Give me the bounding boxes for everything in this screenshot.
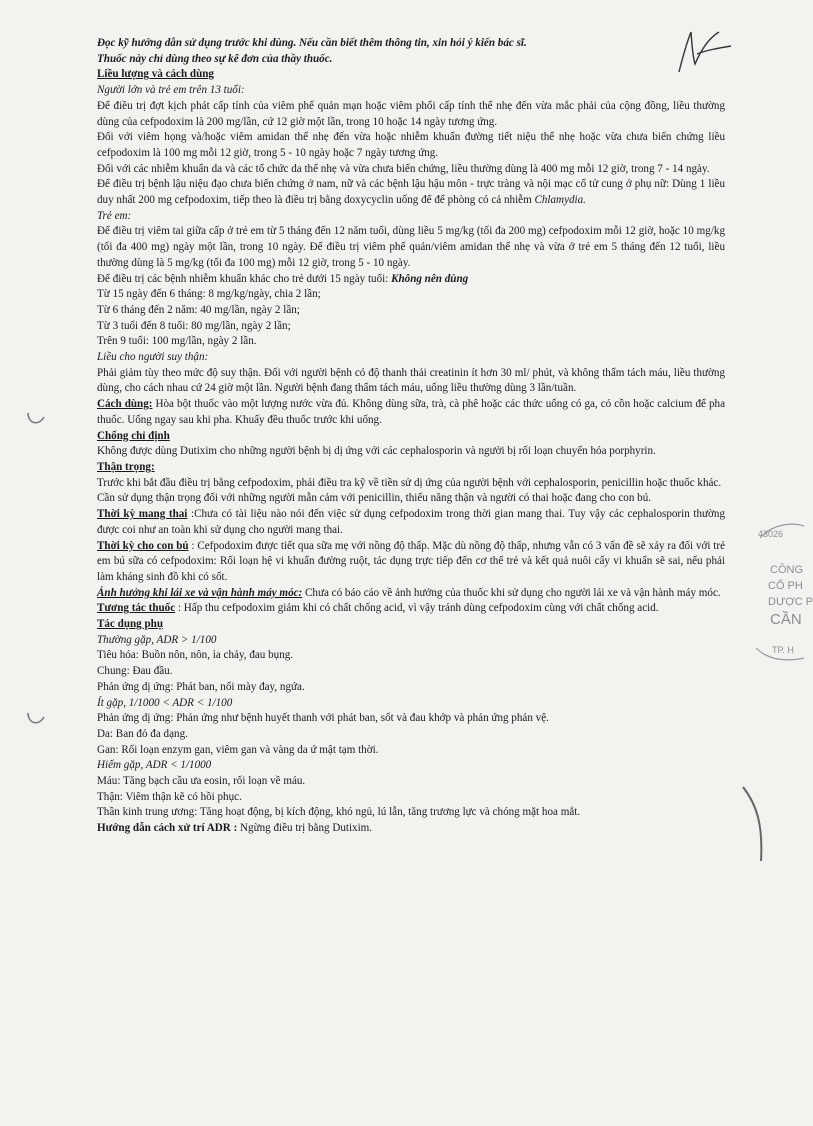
subheading-renal: Liều cho người suy thận: <box>97 351 209 364</box>
list-item: Tiêu hóa: Buồn nôn, nôn, ỉa chảy, đau bụng. <box>97 649 294 662</box>
section-heading-dosage: Liều lượng và cách dùng <box>97 68 214 81</box>
page-edge-mark <box>735 785 775 865</box>
paragraph <box>97 507 725 538</box>
organism-name: Chlamydia. <box>534 194 586 207</box>
list-item: Từ 6 tháng đến 2 năm: 40 mg/lần, ngày 2 lần; <box>97 303 300 316</box>
list-item: Da: Ban đỏ đa dạng. <box>97 727 188 740</box>
paragraph <box>97 397 725 428</box>
paragraph-text: : Cefpodoxim được tiết qua sữa mẹ với nồng độ thấp. Mặc dù nồng độ thấp, nhưng vẫn có 3 vấn đề sẽ xảy ra đối với trẻ em bú sữa có cefpodoxim: Rối loạn hệ vi khuẩn đường ruột, tác dụng trực tiếp đến cơ thể trẻ và kết quả nuôi cấy vi khuẩn sẽ sai, nếu phải làm kháng sinh đồ khi có sốt. <box>97 539 725 583</box>
stamp-text-line: DƯỢC P <box>768 596 813 608</box>
subheading-adults: Người lớn và trẻ em trên 13 tuổi: <box>97 84 245 97</box>
paragraph <box>97 601 725 617</box>
paragraph <box>97 539 725 586</box>
subheading-uncommon: Ít gặp, 1/1000 < ADR < 1/100 <box>97 696 233 709</box>
stamp-text-line: CÔNG <box>770 564 803 576</box>
list-item: Từ 15 ngày đến 6 tháng: 8 mg/kg/ngày, chia 2 lần; <box>97 288 321 301</box>
inline-heading-usage: Cách dùng: <box>97 398 153 411</box>
paragraph-text: Ngừng điều trị bằng Dutixim. <box>237 822 373 835</box>
section-heading-side-effects: Tác dụng phụ <box>97 618 163 631</box>
paragraph: Phải giảm tùy theo mức độ suy thận. Đối với người bệnh có độ thanh thải creatinin ít hơn 30 ml/ phút, và không thẩm tách máu, liều thường dùng, cho cách nhau cứ 24 giờ một lần. Người bệnh đang thẩm tách máu, uống liều thường dùng 3 lần/tuần. <box>97 366 725 395</box>
paragraph: Không được dùng Dutixim cho những người bệnh bị dị ứng với các cephalosporin và người bị rối loạn chuyển hóa porphyrin. <box>97 445 656 458</box>
section-heading-contraindications: Chống chỉ định <box>97 429 170 442</box>
inline-heading-driving: Ảnh hưởng khi lái xe và vận hành máy móc: <box>97 586 303 599</box>
paragraph-text: Để điều trị bệnh lậu niệu đạo chưa biến chứng ở nam, nữ và các bệnh lậu hậu môn - trực tràng và nội mạc cổ tử cung ở phụ nữ: Dùng 1 liều duy nhất 200 mg cefpodoxim, tiếp theo là điều trị bằng doxycyclin uống để để phòng có cả nhiễm <box>97 178 725 207</box>
document-body <box>97 36 725 837</box>
inline-heading-lactation: Thời kỳ cho con bú <box>97 539 189 552</box>
list-item: Gan: Rối loạn enzym gan, viêm gan và vàng da ứ mật tạm thời. <box>97 743 379 756</box>
paragraph: Đối với viêm họng và/hoặc viêm amidan thể nhẹ đến vừa hoặc nhiễm khuẩn đường tiết niệu thể nhẹ hoặc vừa chưa biến chứng liều cefpodoxim là 100 mg mỗi 12 giờ, trong 5 - 10 ngày hoặc 7 ngày tương ứng. <box>97 131 725 159</box>
paragraph <box>97 272 725 288</box>
paragraph <box>97 586 725 602</box>
paragraph-text: Hòa bột thuốc vào một lượng nước vừa đủ. Không dùng sữa, trà, cà phê hoặc các thức uống có ga, có cồn hoặc calcium để pha thuốc. Uống ngay sau khi pha. Khuấy đều thuốc trước khi uống. <box>97 398 725 426</box>
emphasis-text: Không nên dùng <box>391 272 469 285</box>
stamp-text-line: CỔ PH <box>768 580 803 592</box>
list-item: Chung: Đau đầu. <box>97 665 173 678</box>
section-heading-caution: Thận trọng: <box>97 460 155 473</box>
subheading-common: Thường gặp, ADR > 1/100 <box>97 633 217 646</box>
header-prescription-note: Thuốc này chỉ dùng theo sự kê đơn của thầy thuốc. <box>97 52 333 65</box>
company-stamp <box>742 518 813 668</box>
list-item: Phản ứng dị ứng: Phát ban, nổi mày đay, ngứa. <box>97 680 305 693</box>
paragraph: Để điều trị viêm tai giữa cấp ở trẻ em từ 5 tháng đến 12 năm tuổi, dùng liều 5 mg/kg (tối đa 200 mg) cefpodoxim mỗi 12 giờ, hoặc 10 mg/kg (tối đa 400 mg) ngày một lần, trong 10 ngày. Để điều trị viêm phế quản/viêm amidan thể nhẹ và vừa ở trẻ em 5 tháng đến 12 tuổi, liều thường dùng là 5 mg/kg (tối đa 100 mg) mỗi 12 giờ, trong 5 - 10 ngày. <box>97 225 725 269</box>
subheading-children: Trẻ em: <box>97 209 132 222</box>
inline-heading-pregnancy: Thời kỳ mang thai <box>97 508 188 521</box>
paragraph: Trước khi bắt đầu điều trị bằng cefpodoxim, phải điều tra kỹ về tiền sử dị ứng của người bệnh với cephalosporin, penicillin hoặc thuốc khác. <box>97 476 722 489</box>
inline-heading-adr: Hướng dẫn cách xử trí ADR : <box>97 822 238 835</box>
paragraph-text: Để điều trị các bệnh nhiễm khuẩn khác cho trẻ dưới 15 ngày tuổi: <box>97 272 392 285</box>
punch-hole-mark <box>22 405 48 431</box>
paragraph: Đối với các nhiễm khuẩn da và các tổ chức da thể nhẹ và vừa chưa biến chứng, liều thường dùng là 400 mg mỗi 12 giờ, trong 7 - 14 ngày. <box>97 162 710 175</box>
subheading-rare: Hiếm gặp, ADR < 1/1000 <box>97 759 212 772</box>
paragraph: Cần sử dụng thận trọng đối với những người mẫn cảm với penicillin, thiểu năng thận và người có thai hoặc đang cho con bú. <box>97 492 652 505</box>
punch-hole-mark <box>22 705 48 731</box>
paragraph-text: :Chưa có tài liệu nào nói đến việc sử dụng cefpodoxim trong thời gian mang thai. Tuy vậy các cephalosporin thường được coi như an toàn khi sử dụng cho người mang thai. <box>97 508 725 536</box>
list-item: Thận: Viêm thận kẽ có hồi phục. <box>97 790 242 803</box>
stamp-text-line: CẦN <box>770 611 802 628</box>
list-item: Từ 3 tuổi đến 8 tuổi: 80 mg/lần, ngày 2 lần; <box>97 319 291 332</box>
paragraph: Để điều trị đợt kịch phát cấp tính của viêm phế quản mạn hoặc viêm phổi cấp tính thể nhẹ đến vừa mắc phải của cộng đồng, liều thường dùng của cefpodoxim là 200 mg/lần, cứ 12 giờ một lần, trong 10 hoặc 14 ngày tương ứng. <box>97 99 725 128</box>
paragraph-text: : Hấp thu cefpodoxim giảm khi có chất chống acid, vì vậy tránh dùng cefpodoxim cùng với chất chống acid. <box>175 602 659 615</box>
header-warning: Đọc kỹ hướng dẫn sử dụng trước khi dùng. Nếu cần biết thêm thông tin, xin hỏi ý kiến bác sĩ. <box>97 37 527 49</box>
paragraph <box>97 177 725 208</box>
list-item: Thần kinh trung ương: Tăng hoạt động, bị kích động, khó ngủ, lú lẫn, tăng trương lực và chóng mặt hoa mắt. <box>97 806 581 819</box>
stamp-text-line: TP. H <box>772 645 794 655</box>
inline-heading-interaction: Tương tác thuốc <box>97 602 176 615</box>
list-item: Máu: Tăng bạch cầu ưa eosin, rối loạn về máu. <box>97 775 306 788</box>
list-item: Phản ứng dị ứng: Phản ứng như bệnh huyết thanh với phát ban, sốt và đau khớp và phản ứng phản vệ. <box>97 712 549 725</box>
list-item: Trên 9 tuổi: 100 mg/lần, ngày 2 lần. <box>97 335 257 348</box>
paragraph-text: Chưa có báo cáo về ảnh hưởng của thuốc khi sử dụng cho người lái xe và vận hành máy móc. <box>302 586 721 599</box>
stamp-number: 43026 <box>758 529 784 539</box>
paragraph <box>97 821 725 837</box>
